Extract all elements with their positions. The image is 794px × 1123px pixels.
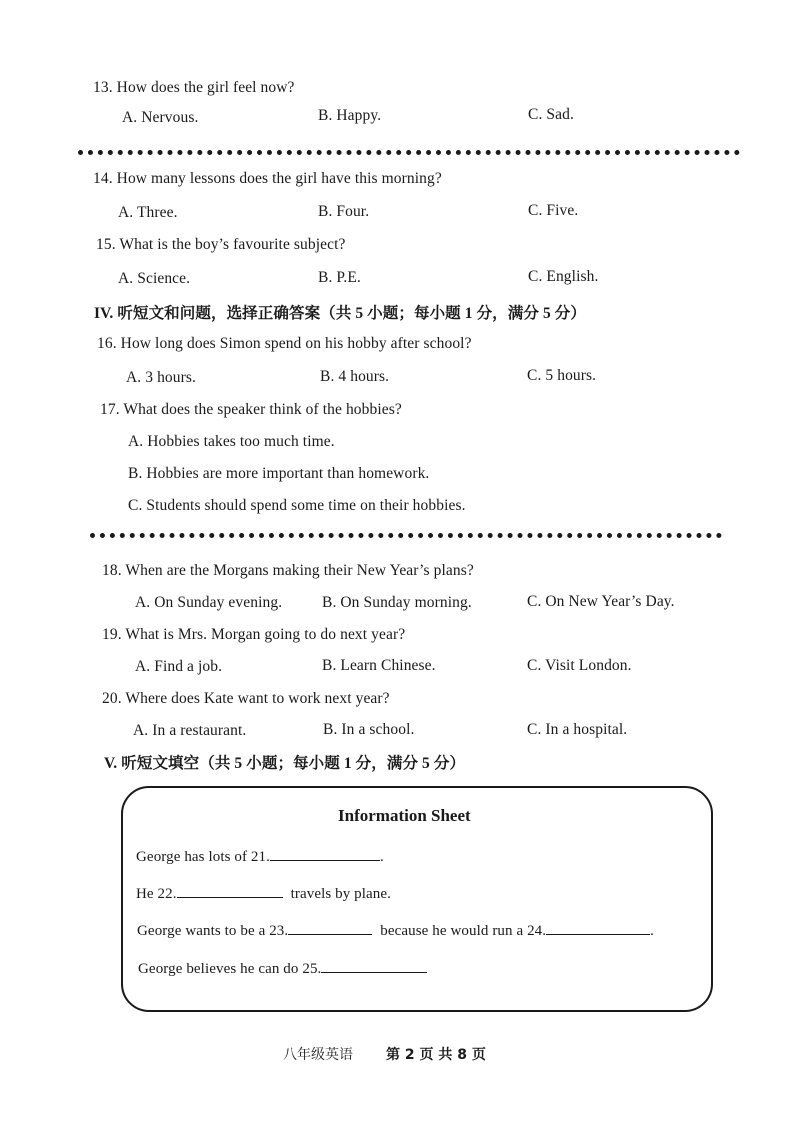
blank-21[interactable] bbox=[270, 846, 380, 861]
sheet-line-23-text: George wants to be a 23. bbox=[137, 923, 289, 939]
question-14: 14. How many lessons does the girl have this morning? bbox=[93, 170, 442, 187]
q15-option-c: C. English. bbox=[528, 268, 599, 285]
sheet-line-23-24 bbox=[137, 920, 654, 940]
dotted-divider bbox=[78, 150, 740, 155]
q18-option-a: A. On Sunday evening. bbox=[135, 594, 283, 611]
blank-22[interactable] bbox=[177, 883, 283, 898]
question-18: 18. When are the Morgans making their New Year’s plans? bbox=[102, 562, 474, 579]
q20-option-b: B. In a school. bbox=[323, 721, 415, 738]
q16-option-a: A. 3 hours. bbox=[126, 369, 196, 386]
dotted-divider bbox=[90, 533, 722, 538]
q18-option-b: B. On Sunday morning. bbox=[322, 594, 472, 611]
q13-option-b: B. Happy. bbox=[318, 107, 382, 124]
q13-option-a: A. Nervous. bbox=[122, 109, 199, 126]
footer-subject: 八年级英语 bbox=[283, 1047, 353, 1063]
sheet-line-24-text: because he would run a 24. bbox=[380, 923, 547, 939]
question-16: 16. How long does Simon spend on his hobby after school? bbox=[97, 335, 472, 352]
q15-option-b: B. P.E. bbox=[318, 269, 361, 286]
blank-23[interactable] bbox=[288, 920, 372, 935]
sheet-line-22-text: He 22. bbox=[136, 886, 177, 902]
sheet-line-25-text: George believes he can do 25. bbox=[138, 961, 322, 977]
sheet-line-21-end: . bbox=[380, 849, 384, 865]
q17-option-b: B. Hobbies are more important than homework. bbox=[128, 465, 430, 482]
question-17: 17. What does the speaker think of the hobbies? bbox=[100, 401, 402, 418]
q19-option-a: A. Find a job. bbox=[135, 658, 223, 675]
q17-option-a: A. Hobbies takes too much time. bbox=[128, 433, 335, 450]
sheet-line-22 bbox=[136, 883, 391, 903]
q14-option-b: B. Four. bbox=[318, 203, 370, 220]
q20-option-c: C. In a hospital. bbox=[527, 721, 628, 738]
q16-option-b: B. 4 hours. bbox=[320, 368, 390, 385]
section-iv-heading: IV. 听短文和问题，选择正确答案（共 5 小题；每小题 1 分，满分 5 分） bbox=[94, 305, 586, 322]
blank-25[interactable] bbox=[321, 958, 427, 973]
question-15: 15. What is the boy’s favourite subject? bbox=[96, 236, 346, 253]
sheet-line-21-text: George has lots of 21. bbox=[136, 849, 270, 865]
section-v-heading: V. 听短文填空（共 5 小题；每小题 1 分，满分 5 分） bbox=[104, 755, 466, 772]
q14-option-a: A. Three. bbox=[118, 204, 178, 221]
sheet-line-25 bbox=[138, 958, 427, 978]
q20-option-a: A. In a restaurant. bbox=[133, 722, 247, 739]
q15-option-a: A. Science. bbox=[118, 270, 191, 287]
q13-option-c: C. Sad. bbox=[528, 106, 574, 123]
footer-page-number: 第 2 页 共 8 页 bbox=[386, 1047, 486, 1063]
q16-option-c: C. 5 hours. bbox=[527, 367, 597, 384]
sheet-line-21 bbox=[136, 846, 384, 866]
q18-option-c: C. On New Year’s Day. bbox=[527, 593, 675, 610]
question-20: 20. Where does Kate want to work next year? bbox=[102, 690, 390, 707]
blank-24[interactable] bbox=[546, 920, 650, 935]
sheet-line-22-end: travels by plane. bbox=[290, 886, 392, 902]
q19-option-b: B. Learn Chinese. bbox=[322, 657, 436, 674]
question-13: 13. How does the girl feel now? bbox=[93, 79, 295, 96]
information-sheet-title: Information Sheet bbox=[338, 806, 471, 825]
sheet-line-24-end: . bbox=[650, 923, 654, 939]
question-19: 19. What is Mrs. Morgan going to do next year? bbox=[102, 626, 406, 643]
q17-option-c: C. Students should spend some time on their hobbies. bbox=[128, 497, 466, 514]
q19-option-c: C. Visit London. bbox=[527, 657, 632, 674]
q14-option-c: C. Five. bbox=[528, 202, 579, 219]
